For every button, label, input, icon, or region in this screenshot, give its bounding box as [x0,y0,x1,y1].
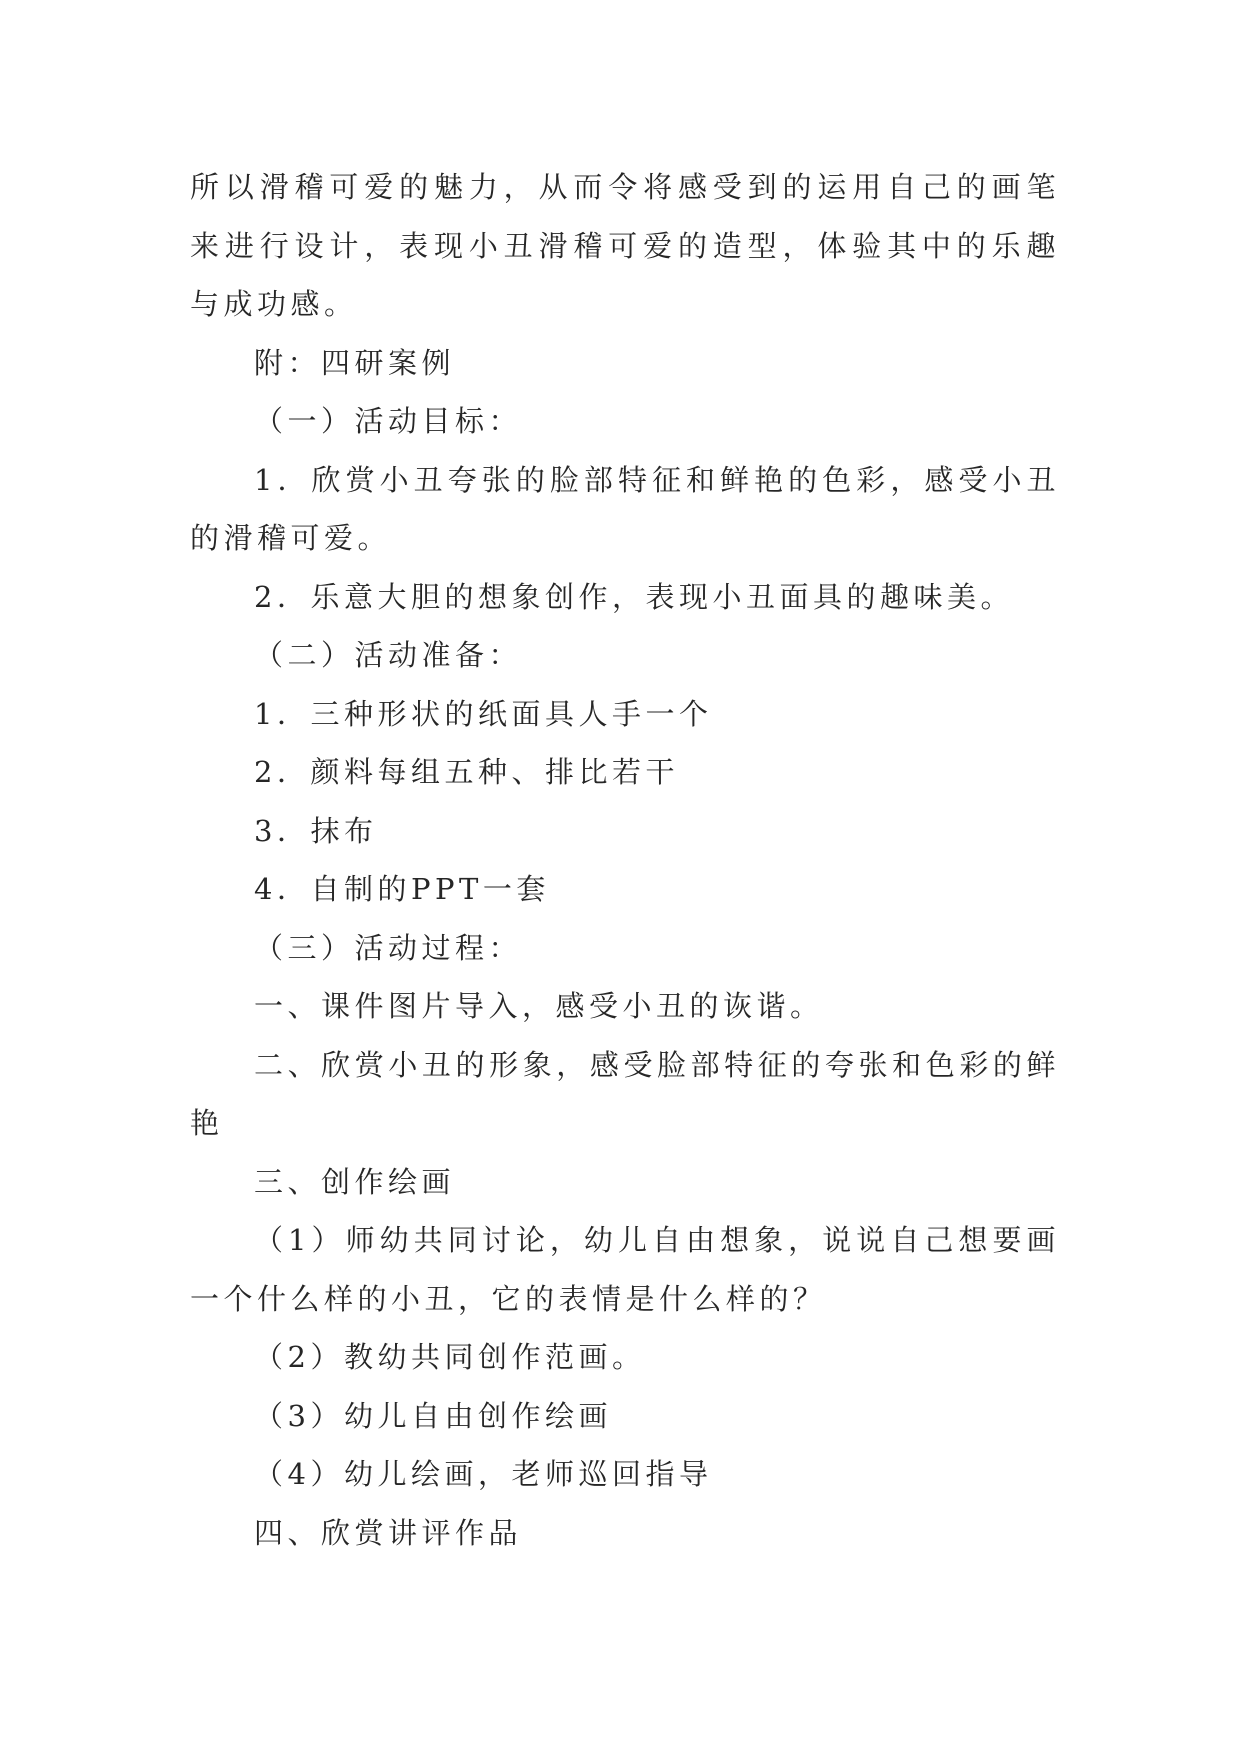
prep-item-2: 2．颜料每组五种、排比若干 [254,755,679,789]
section-heading-preparation: （二）活动准备： [254,638,523,672]
prep-item-3: 3．抹布 [254,813,378,848]
process-step-1: 一、课件图片导入，感受小丑的诙谐。 [254,989,824,1023]
process-substep-1: （1）师幼共同讨论，幼儿自由想象，说说自己想要画一个什么样的小丑，它的表情是什么样的？ [190,1223,1060,1316]
process-step-2: 二、欣赏小丑的形象，感受脸部特征的夸张和色彩的鲜艳 [190,1047,1060,1140]
body-text [190,158,1060,1562]
prep-item-1: 1．三种形状的纸面具人手一个 [254,696,713,731]
section-heading-goals: （一）活动目标： [254,404,523,438]
process-step-4: 四、欣赏讲评作品 [254,1515,523,1550]
appendix-heading: 附：四研案例 [254,345,456,380]
goal-item-1: 1．欣赏小丑夸张的脸部特征和鲜艳的色彩，感受小丑的滑稽可爱。 [190,462,1060,555]
process-step-3: 三、创作绘画 [254,1164,456,1199]
prep-item-4: 4．自制的PPT一套 [254,872,550,906]
paragraph-continuation: 所以滑稽可爱的魅力，从而令将感受到的运用自己的画笔来进行设计，表现小丑滑稽可爱的造型，体验其中的乐趣与成功感。 [190,170,1060,321]
process-substep-3: （3）幼儿自由创作绘画 [254,1398,612,1433]
process-substep-4: （4）幼儿绘画，老师巡回指导 [254,1457,713,1491]
section-heading-process: （三）活动过程： [254,930,523,965]
process-substep-2: （2）教幼共同创作范画。 [254,1340,646,1374]
goal-item-2: 2．乐意大胆的想象创作，表现小丑面具的趣味美。 [254,579,1014,614]
